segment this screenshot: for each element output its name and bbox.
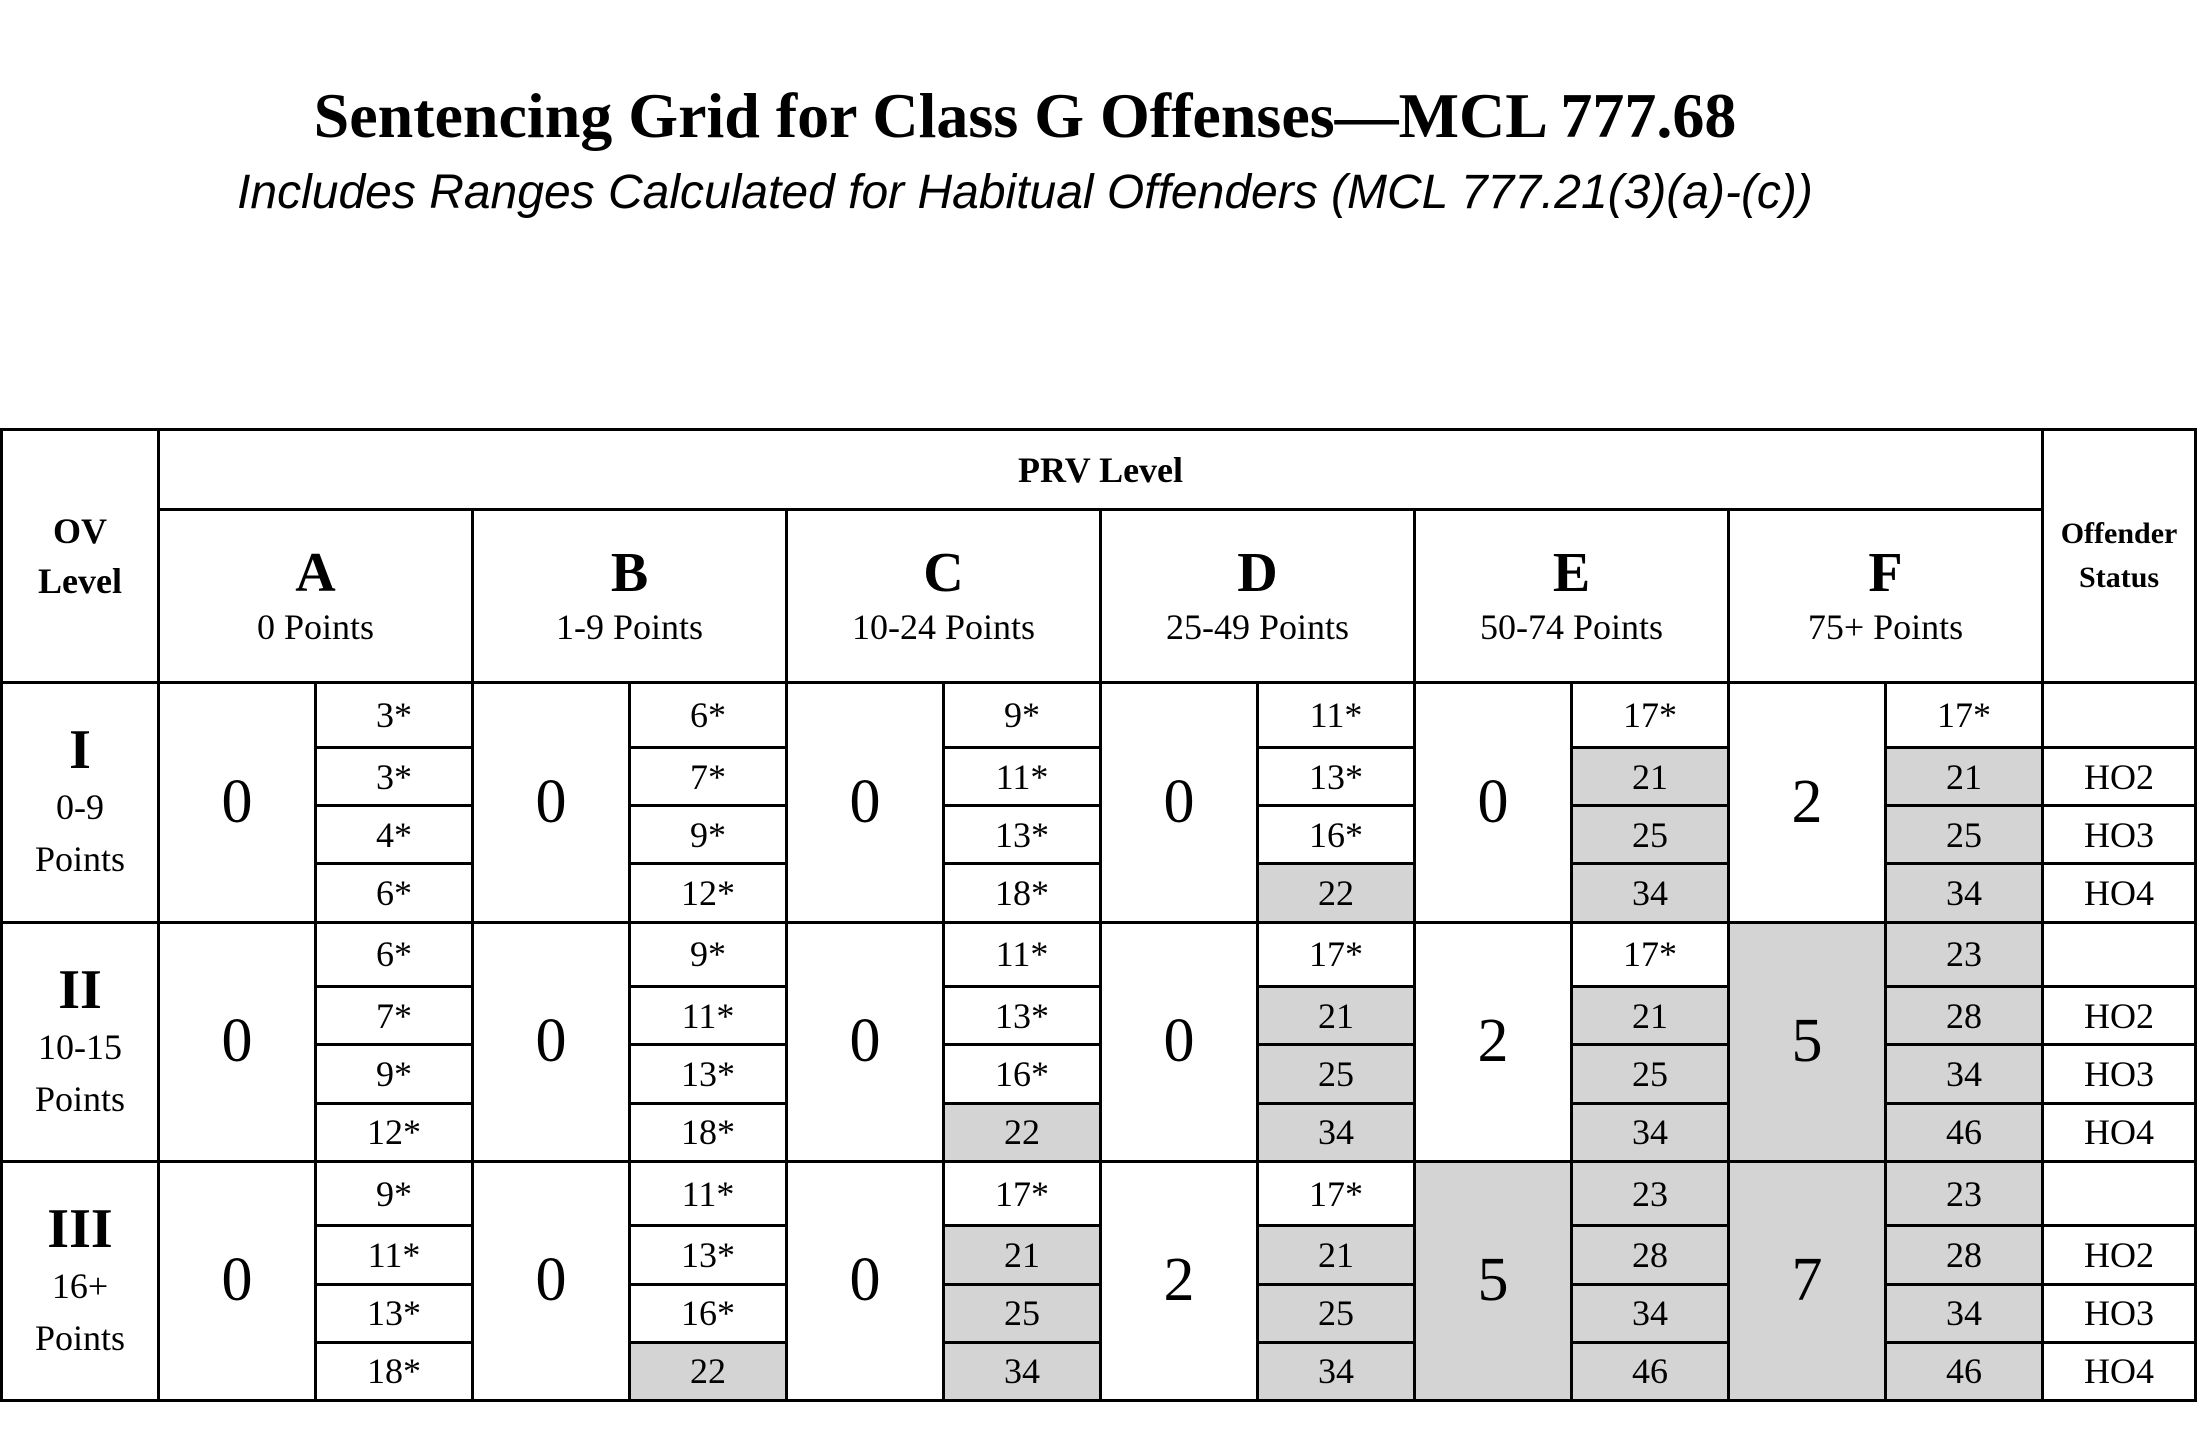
min-range-cell: 0 bbox=[787, 1161, 944, 1400]
max-range-cell: 34 bbox=[944, 1342, 1101, 1400]
offender-status-cell: HO4 bbox=[2043, 864, 2196, 922]
max-range-cell: 17* bbox=[1886, 683, 2043, 748]
max-range-cell: 12* bbox=[630, 864, 787, 922]
max-range-cell: 13* bbox=[316, 1284, 473, 1342]
max-range-cell: 3* bbox=[316, 748, 473, 806]
max-range-cell: 17* bbox=[1258, 922, 1415, 987]
ov-level-points: 16+ bbox=[51, 1265, 109, 1306]
sentencing-grid-table bbox=[0, 428, 2197, 1402]
max-range-cell: 22 bbox=[1258, 864, 1415, 922]
prv-column-header-b bbox=[473, 510, 787, 683]
ov-level-i bbox=[2, 683, 159, 922]
max-range-cell: 11* bbox=[944, 748, 1101, 806]
ov-level-iii bbox=[2, 1161, 159, 1400]
min-range-cell: 2 bbox=[1729, 683, 1886, 922]
offender-status-cell bbox=[2043, 922, 2196, 987]
max-range-cell: 46 bbox=[1886, 1342, 2043, 1400]
prv-column-letter: B bbox=[610, 542, 649, 605]
max-range-cell: 11* bbox=[1258, 683, 1415, 748]
min-range-cell: 0 bbox=[159, 922, 316, 1161]
offender-status-cell: HO2 bbox=[2043, 987, 2196, 1045]
min-range-cell: 5 bbox=[1415, 1161, 1572, 1400]
max-range-cell: 9* bbox=[630, 922, 787, 987]
ov-level-points: 0-9 bbox=[56, 787, 104, 828]
table-row bbox=[2, 683, 2196, 748]
max-range-cell: 12* bbox=[316, 1103, 473, 1161]
max-range-cell: 18* bbox=[944, 864, 1101, 922]
ov-level-points: 10-15 bbox=[38, 1026, 122, 1067]
max-range-cell: 13* bbox=[944, 806, 1101, 864]
table-row bbox=[2, 922, 2196, 987]
prv-column-points: 50-74 Points bbox=[1479, 607, 1664, 648]
prv-column-letter: C bbox=[923, 542, 964, 605]
ov-level-points: Points bbox=[34, 839, 126, 880]
ov-level-roman: II bbox=[58, 958, 102, 1021]
max-range-cell: 25 bbox=[1258, 1045, 1415, 1103]
prv-column-points: 1-9 Points bbox=[555, 607, 704, 648]
max-range-cell: 34 bbox=[1886, 1045, 2043, 1103]
prv-level-header: PRV Level bbox=[159, 430, 2043, 510]
max-range-cell: 25 bbox=[1258, 1284, 1415, 1342]
max-range-cell: 9* bbox=[944, 683, 1101, 748]
max-range-cell: 6* bbox=[316, 864, 473, 922]
min-range-cell: 2 bbox=[1101, 1161, 1258, 1400]
table-row bbox=[2, 1161, 2196, 1226]
max-range-cell: 34 bbox=[1886, 864, 2043, 922]
max-range-cell: 23 bbox=[1572, 1161, 1729, 1226]
max-range-cell: 22 bbox=[944, 1103, 1101, 1161]
ov-header-line-2: Level bbox=[38, 561, 122, 602]
max-range-cell: 16* bbox=[630, 1284, 787, 1342]
prv-column-header-c bbox=[787, 510, 1101, 683]
max-range-cell: 21 bbox=[1572, 748, 1729, 806]
max-range-cell: 9* bbox=[316, 1045, 473, 1103]
max-range-cell: 21 bbox=[1258, 1226, 1415, 1284]
prv-column-header-f bbox=[1729, 510, 2043, 683]
min-range-cell: 7 bbox=[1729, 1161, 1886, 1400]
min-range-cell: 0 bbox=[787, 683, 944, 922]
max-range-cell: 17* bbox=[1572, 922, 1729, 987]
prv-column-points: 10-24 Points bbox=[851, 607, 1036, 648]
min-range-cell: 0 bbox=[159, 1161, 316, 1400]
max-range-cell: 21 bbox=[1258, 987, 1415, 1045]
max-range-cell: 22 bbox=[630, 1342, 787, 1400]
max-range-cell: 16* bbox=[944, 1045, 1101, 1103]
max-range-cell: 21 bbox=[944, 1226, 1101, 1284]
max-range-cell: 46 bbox=[1886, 1103, 2043, 1161]
max-range-cell: 13* bbox=[944, 987, 1101, 1045]
max-range-cell: 7* bbox=[316, 987, 473, 1045]
max-range-cell: 11* bbox=[630, 987, 787, 1045]
min-range-cell: 0 bbox=[473, 922, 630, 1161]
offender-status-cell bbox=[2043, 1161, 2196, 1226]
page-title: Sentencing Grid for Class G Offenses—MCL 777.68 bbox=[313, 80, 1737, 151]
min-range-cell: 0 bbox=[787, 922, 944, 1161]
offender-status-cell: HO3 bbox=[2043, 806, 2196, 864]
prv-column-points: 0 Points bbox=[256, 607, 375, 648]
ov-level-ii bbox=[2, 922, 159, 1161]
min-range-cell: 2 bbox=[1415, 922, 1572, 1161]
max-range-cell: 13* bbox=[1258, 748, 1415, 806]
max-range-cell: 46 bbox=[1572, 1342, 1729, 1400]
max-range-cell: 34 bbox=[1258, 1342, 1415, 1400]
max-range-cell: 7* bbox=[630, 748, 787, 806]
offender-status-header bbox=[2043, 430, 2196, 683]
max-range-cell: 25 bbox=[944, 1284, 1101, 1342]
offender-status-cell: HO4 bbox=[2043, 1103, 2196, 1161]
min-range-cell: 0 bbox=[1101, 922, 1258, 1161]
max-range-cell: 25 bbox=[1572, 806, 1729, 864]
max-range-cell: 34 bbox=[1572, 1284, 1729, 1342]
max-range-cell: 17* bbox=[1258, 1161, 1415, 1226]
offender-status-cell: HO3 bbox=[2043, 1284, 2196, 1342]
min-range-cell: 0 bbox=[473, 1161, 630, 1400]
max-range-cell: 25 bbox=[1886, 806, 2043, 864]
prv-column-letter: D bbox=[1237, 542, 1278, 605]
min-range-cell: 0 bbox=[473, 683, 630, 922]
max-range-cell: 13* bbox=[630, 1045, 787, 1103]
max-range-cell: 34 bbox=[1572, 864, 1729, 922]
min-range-cell: 0 bbox=[1101, 683, 1258, 922]
max-range-cell: 9* bbox=[630, 806, 787, 864]
max-range-cell: 34 bbox=[1572, 1103, 1729, 1161]
max-range-cell: 28 bbox=[1886, 987, 2043, 1045]
max-range-cell: 23 bbox=[1886, 1161, 2043, 1226]
max-range-cell: 18* bbox=[630, 1103, 787, 1161]
prv-column-header-d bbox=[1101, 510, 1415, 683]
ov-level-points: Points bbox=[34, 1078, 126, 1119]
prv-column-points: 75+ Points bbox=[1807, 607, 1964, 648]
max-range-cell: 25 bbox=[1572, 1045, 1729, 1103]
min-range-cell: 0 bbox=[159, 683, 316, 922]
prv-column-letter: E bbox=[1552, 542, 1591, 605]
ov-level-roman: I bbox=[69, 719, 91, 782]
max-range-cell: 3* bbox=[316, 683, 473, 748]
status-header-line-2: Status bbox=[2079, 561, 2160, 595]
max-range-cell: 17* bbox=[944, 1161, 1101, 1226]
max-range-cell: 6* bbox=[316, 922, 473, 987]
max-range-cell: 4* bbox=[316, 806, 473, 864]
max-range-cell: 28 bbox=[1886, 1226, 2043, 1284]
max-range-cell: 11* bbox=[944, 922, 1101, 987]
max-range-cell: 21 bbox=[1572, 987, 1729, 1045]
offender-status-cell bbox=[2043, 683, 2196, 748]
max-range-cell: 11* bbox=[316, 1226, 473, 1284]
offender-status-cell: HO4 bbox=[2043, 1342, 2196, 1400]
ov-level-points: Points bbox=[34, 1317, 126, 1358]
ov-level-header bbox=[2, 430, 159, 683]
prv-column-points: 25-49 Points bbox=[1165, 607, 1350, 648]
max-range-cell: 13* bbox=[630, 1226, 787, 1284]
status-header-line-1: Offender bbox=[2060, 517, 2178, 551]
max-range-cell: 34 bbox=[1886, 1284, 2043, 1342]
header-row-columns bbox=[2, 510, 2196, 683]
max-range-cell: 17* bbox=[1572, 683, 1729, 748]
offender-status-cell: HO3 bbox=[2043, 1045, 2196, 1103]
max-range-cell: 21 bbox=[1886, 748, 2043, 806]
prv-column-header-a bbox=[159, 510, 473, 683]
max-range-cell: 28 bbox=[1572, 1226, 1729, 1284]
offender-status-cell: HO2 bbox=[2043, 1226, 2196, 1284]
prv-column-letter: F bbox=[1868, 542, 1903, 605]
min-range-cell: 0 bbox=[1415, 683, 1572, 922]
max-range-cell: 34 bbox=[1258, 1103, 1415, 1161]
min-range-cell: 5 bbox=[1729, 922, 1886, 1161]
header-row-top bbox=[2, 430, 2196, 510]
max-range-cell: 9* bbox=[316, 1161, 473, 1226]
max-range-cell: 16* bbox=[1258, 806, 1415, 864]
ov-header-line-1: OV bbox=[53, 511, 107, 552]
max-range-cell: 6* bbox=[630, 683, 787, 748]
prv-column-letter: A bbox=[295, 542, 336, 605]
page-subtitle: Includes Ranges Calculated for Habitual Offenders (MCL 777.21(3)(a)-(c)) bbox=[237, 166, 1813, 219]
max-range-cell: 11* bbox=[630, 1161, 787, 1226]
ov-level-roman: III bbox=[47, 1197, 113, 1260]
offender-status-cell: HO2 bbox=[2043, 748, 2196, 806]
max-range-cell: 23 bbox=[1886, 922, 2043, 987]
prv-column-header-e bbox=[1415, 510, 1729, 683]
max-range-cell: 18* bbox=[316, 1342, 473, 1400]
